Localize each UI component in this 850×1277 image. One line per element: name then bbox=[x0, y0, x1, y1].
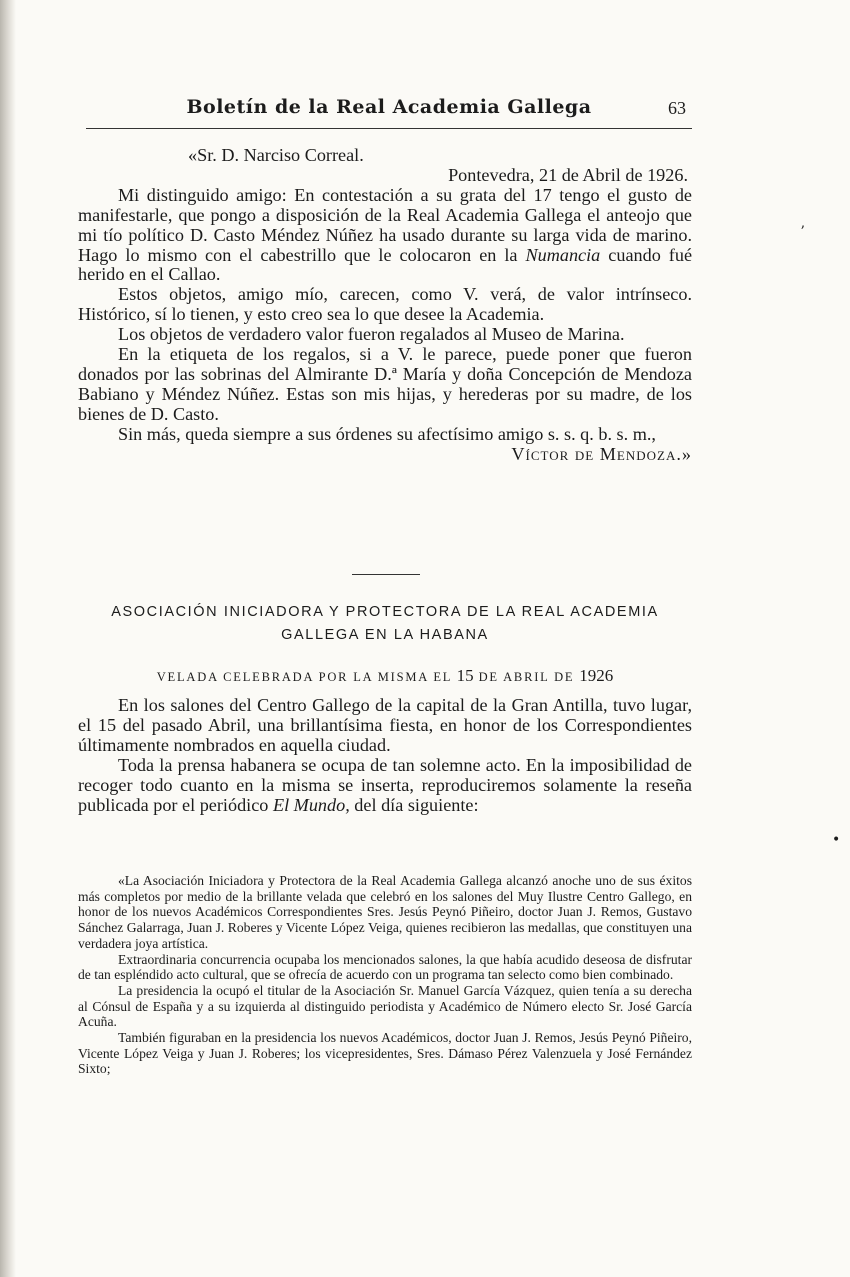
letter-paragraph: Los objetos de verdadero valor fueron regalados al Museo de Marina. bbox=[118, 324, 625, 345]
scan-mark: ʼ bbox=[800, 224, 805, 240]
subtitle-year: 1926 bbox=[579, 666, 614, 685]
ship-name: Numancia bbox=[525, 244, 601, 265]
section-subtitle bbox=[78, 666, 692, 686]
letter bbox=[78, 146, 692, 465]
newspaper-name: El Mundo, bbox=[272, 794, 350, 815]
letter-paragraph-text: cuando fué herido en el Callao. bbox=[78, 244, 693, 285]
letter-paragraph: En la etiqueta de los regalos, si a V. le parece, puede poner que fueron donados por las sobrinas del Almirante D.ª María y doña Concepción de Mendoza Babiano y Méndez Núñez. Estas son mis hijas, y herederas por su madre, de los bienes de D. Casto. bbox=[78, 344, 692, 424]
subtitle-mid: DE ABRIL DE bbox=[478, 670, 575, 684]
letter-paragraph: Estos objetos, amigo mío, carecen, como V. verá, de valor intrínseco. Histórico, sí lo tienen, y esto creo sea lo que desee la Academia. bbox=[78, 284, 692, 325]
section-title bbox=[78, 601, 692, 647]
subtitle-text: VELADA CELEBRADA POR LA MISMA EL bbox=[156, 670, 452, 684]
body-paragraph-text: Toda la prensa habanera se ocupa de tan solemne acto. En la imposibilidad de recoger todo cuanto en la misma se inserta, reproduciremos solamente la reseña publicada por el periódico bbox=[78, 754, 692, 815]
page-scan-edge bbox=[0, 0, 16, 1277]
quote-paragraph: Extraordinaria concurrencia ocupaba los mencionados salones, la que había acudido deseosa de disfrutar de tan espléndido acto cultural, que se ofrecía de acuerdo con un programa tan selecto como bien combinado. bbox=[78, 951, 692, 983]
letter-paragraph bbox=[78, 186, 692, 286]
letter-paragraph: Sin más, queda siempre a sus órdenes su afectísimo amigo s. s. q. b. s. m., bbox=[118, 423, 656, 444]
scan-mark: • bbox=[832, 832, 841, 848]
letter-signature: Víctor de Mendoza.» bbox=[511, 443, 692, 464]
body-paragraph: En los salones del Centro Gallego de la capital de la Gran Antilla, tuvo lugar, el 15 del pasado Abril, una brillantísima fiesta, en honor de los Correspondientes últimamente nombrados en aquella ciudad. bbox=[78, 695, 692, 755]
article-body bbox=[78, 696, 692, 815]
separator-rule bbox=[352, 574, 420, 575]
body-paragraph-text: del día siguiente: bbox=[354, 794, 479, 815]
section-title-line: GALLEGA EN LA HABANA bbox=[281, 627, 489, 643]
section-title-line: ASOCIACIÓN INICIADORA Y PROTECTORA DE LA REAL ACADEMIA bbox=[111, 604, 659, 620]
journal-title: Boletín de la Real Academia Gallega bbox=[186, 96, 592, 118]
quoted-article bbox=[78, 873, 692, 1077]
quote-paragraph: «La Asociación Iniciadora y Protectora de la Real Academia Gallega alcanzó anoche uno de sus éxitos más completos por medio de la brillante velada que celebró en los salones del Muy Ilustre Centro Gallego, en honor de los nuevos Académicos Correspondientes Sres. Jesús Peynó Piñeiro, doctor Juan J. Remos, Gustavo Sánchez Galarraga, Juan J. Roberes y Vicente López Veiga, quienes recibieron las medallas, que constituyen una verdadera joya artística. bbox=[78, 873, 692, 951]
letter-place-date: Pontevedra, 21 de Abril de 1926. bbox=[448, 164, 688, 185]
subtitle-day: 15 bbox=[456, 666, 474, 685]
body-paragraph bbox=[78, 756, 692, 816]
page-number: 63 bbox=[668, 98, 686, 118]
running-header bbox=[86, 90, 692, 129]
quote-paragraph: La presidencia la ocupó el titular de la Asociación Sr. Manuel García Vázquez, quien tenía a su derecha al Cónsul de España y a su izquierda al distinguido periodista y Académico de Número electo Sr. José García Acuña. bbox=[78, 982, 692, 1030]
letter-paragraph-text: Mi distinguido amigo: En contestación a su grata del 17 tengo el gusto de manifestarle, que pongo a disposición de la Real Academia Gallega el anteojo que mi tío político D. Casto Méndez Núñez ha usado durante su larga vida de marino. Hago lo mismo con el cabestrillo que le colocaron en la bbox=[78, 184, 692, 265]
quote-paragraph: También figuraban en la presidencia los nuevos Académicos, doctor Juan J. Remos, Jesús Peynó Piñeiro, Vicente López Veiga y Juan J. Roberes; los vicepresidentes, Sres. Dámaso Pérez Valenzuela y José Fernández Sixto; bbox=[78, 1030, 692, 1077]
letter-salutation: «Sr. D. Narciso Correal. bbox=[188, 145, 364, 165]
